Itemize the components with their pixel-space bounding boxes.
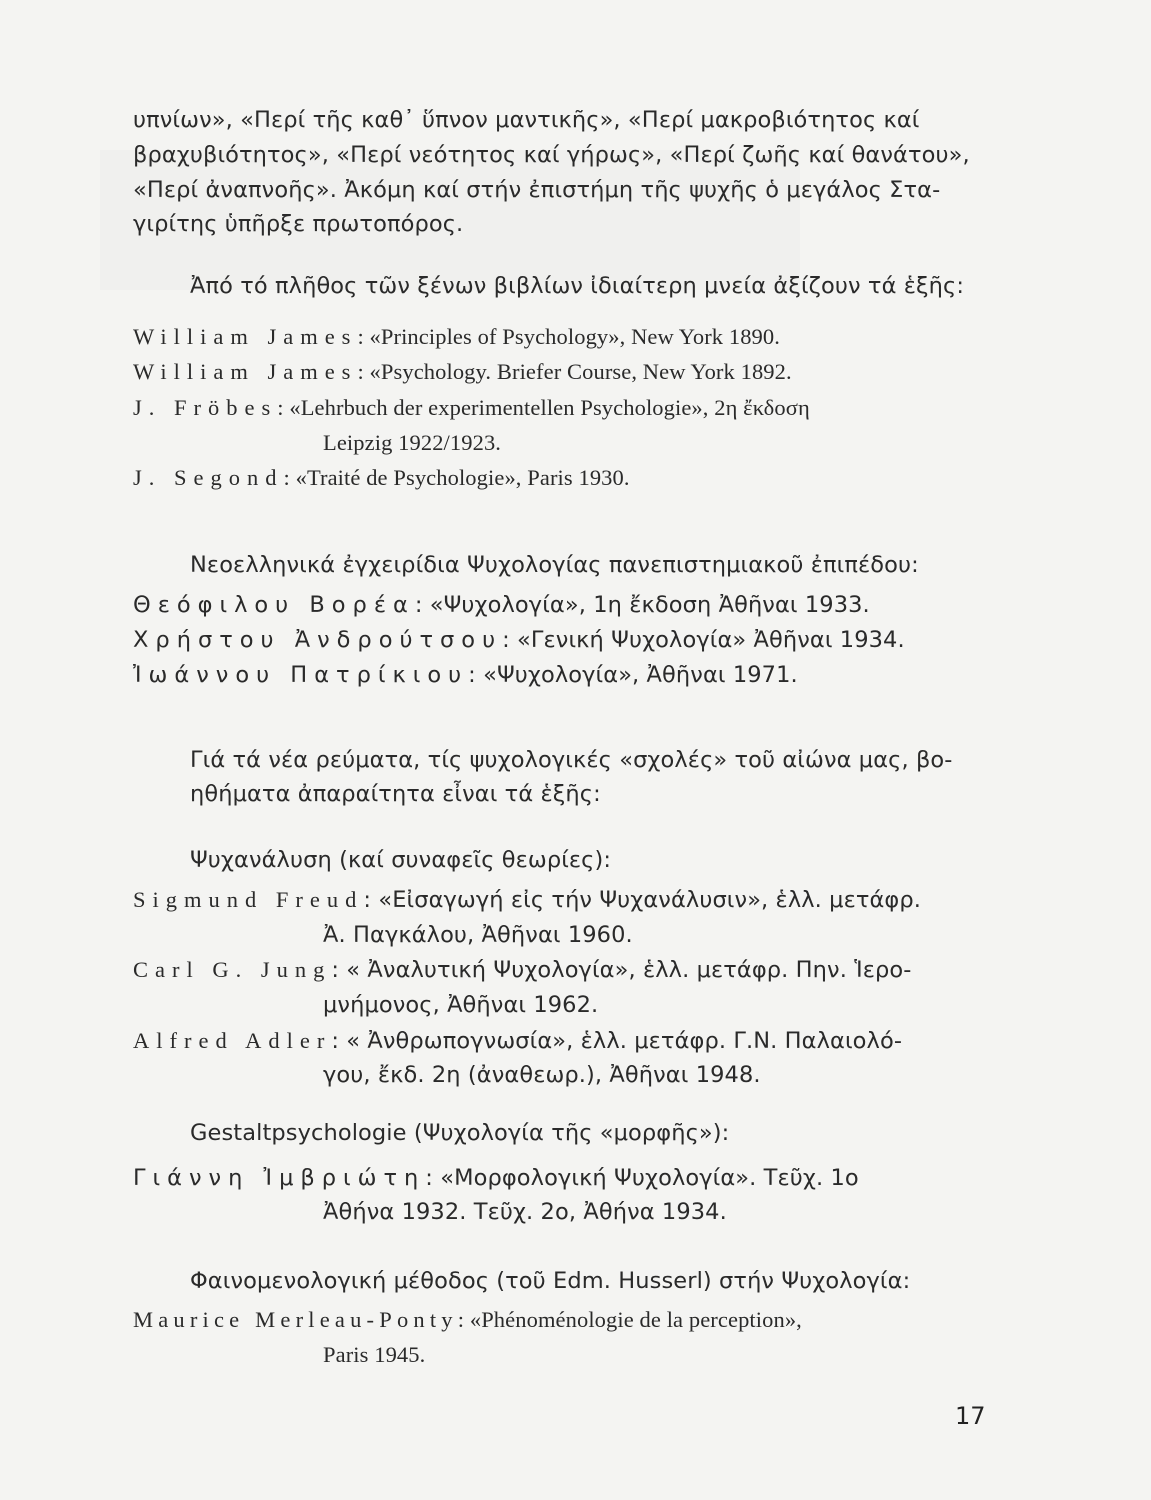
- bib-entry: [133, 357, 792, 387]
- bib-entry: [133, 625, 905, 655]
- bib-entry-continuation: Ἀθήνα 1932. Τεῦχ. 2ο, Ἀθήνα 1934.: [323, 1199, 727, 1225]
- foreign-books-heading: Ἀπό τό πλῆθος τῶν ξένων βιβλίων ἰδιαίτερη μνεία ἀξίζουν τά ἑξῆς:: [190, 273, 965, 299]
- bib-author: Maurice Merleau-Ponty: [133, 1307, 458, 1332]
- bib-entry: [133, 955, 911, 985]
- intro-line-3: «Περί ἀναπνοῆς». Ἀκόμη καί στήν ἐπιστήμη τῆς ψυχῆς ὁ μεγάλος Στα-: [133, 177, 941, 203]
- bib-entry: [133, 660, 798, 690]
- currents-line-2: ηθήματα ἀπαραίτητα εἶναι τά ἑξῆς:: [190, 781, 601, 807]
- intro-line-4: γιρίτης ὑπῆρξε πρωτοπόρος.: [133, 211, 464, 237]
- bib-author: William James: [133, 359, 358, 384]
- bib-author: J. Fröbes: [133, 395, 278, 420]
- intro-line-1: υπνίων», «Περί τῆς καθ᾽ ὕπνον μαντικῆς», «Περί μακροβιότητος καί: [133, 107, 920, 133]
- bib-text: : «Psychology. Briefer Course, New York 1892.: [357, 359, 792, 384]
- bib-text: : «Εἰσαγωγή εἰς τήν Ψυχανάλυσιν», ἑλλ. μετάφρ.: [363, 887, 921, 913]
- bib-entry: [133, 463, 630, 493]
- bib-text: : «Ψυχολογία», 1η ἔκδοση Ἀθῆναι 1933.: [414, 592, 870, 618]
- bib-text: : «Μορφολογική Ψυχολογία». Τεῦχ. 1ο: [425, 1165, 859, 1191]
- bib-author: J. Segond: [133, 465, 284, 490]
- bib-text: : «Γενική Ψυχολογία» Ἀθῆναι 1934.: [502, 627, 905, 653]
- bib-text: : «Lehrbuch der experimentellen Psychologie», 2η ἔκδοση: [277, 395, 810, 420]
- bib-text: : « Ἀναλυτική Ψυχολογία», ἑλλ. μετάφρ. Πην. Ἱερο-: [331, 957, 912, 983]
- bib-entry-continuation: Ἀ. Παγκάλου, Ἀθῆναι 1960.: [323, 922, 633, 948]
- phenomenology-heading: Φαινομενολογική μέθοδος (τοῦ Edm. Husserl) στήν Ψυχολογία:: [190, 1268, 911, 1294]
- bib-entry-continuation: Leipzig 1922/1923.: [323, 430, 502, 455]
- greek-handbooks-heading: Νεοελληνικά ἐγχειρίδια Ψυχολογίας πανεπιστημιακοῦ ἐπιπέδου:: [190, 552, 919, 578]
- bib-author: Χρήστου Ἀνδρούτσου: [133, 627, 503, 653]
- bib-entry: [133, 1026, 902, 1056]
- bib-entry: [133, 885, 921, 915]
- bib-author: Γιάννη Ἰμβριώτη: [133, 1165, 426, 1191]
- bib-entry-continuation: μνήμονος, Ἀθῆναι 1962.: [323, 992, 599, 1018]
- bib-text: : «Principles of Psychology», New York 1890.: [357, 324, 780, 349]
- page-number: 17: [955, 1402, 986, 1430]
- currents-line-1: Γιά τά νέα ρεύματα, τίς ψυχολογικές «σχολές» τοῦ αἰώνα μας, βο-: [190, 747, 953, 773]
- bib-entry-continuation: γου, ἔκδ. 2η (ἀναθεωρ.), Ἀθῆναι 1948.: [323, 1062, 761, 1088]
- bib-text: : «Phénoménologie de la perception»,: [457, 1307, 802, 1332]
- bib-text: : «Ψυχολογία», Ἀθῆναι 1971.: [468, 662, 798, 688]
- bib-entry-continuation: Paris 1945.: [323, 1342, 426, 1367]
- psychoanalysis-heading: Ψυχανάλυση (καί συναφεῖς θεωρίες):: [190, 847, 612, 873]
- bib-entry: [133, 590, 870, 620]
- bib-entry: [133, 322, 780, 352]
- intro-line-2: βραχυβιότητος», «Περί νεότητος καί γήρως», «Περί ζωῆς καί θανάτου»,: [133, 142, 970, 168]
- bib-entry: [133, 393, 810, 423]
- bib-author: Alfred Adler: [133, 1028, 332, 1053]
- gestalt-heading: Gestaltpsychologie (Ψυχολογία τῆς «μορφῆς»):: [190, 1120, 730, 1146]
- bib-author: Ἰωάννου Πατρίκιου: [133, 662, 469, 688]
- bib-text: : « Ἀνθρωπογνωσία», ἑλλ. μετάφρ. Γ.Ν. Παλαιολό-: [331, 1028, 903, 1054]
- bib-author: Carl G. Jung: [133, 957, 332, 982]
- bib-entry: [133, 1305, 802, 1335]
- bib-text: : «Traité de Psychologie», Paris 1930.: [283, 465, 630, 490]
- bib-entry: [133, 1163, 859, 1193]
- bib-author: Θεόφιλου Βορέα: [133, 592, 415, 618]
- bib-author: William James: [133, 324, 358, 349]
- bib-author: Sigmund Freud: [133, 887, 364, 912]
